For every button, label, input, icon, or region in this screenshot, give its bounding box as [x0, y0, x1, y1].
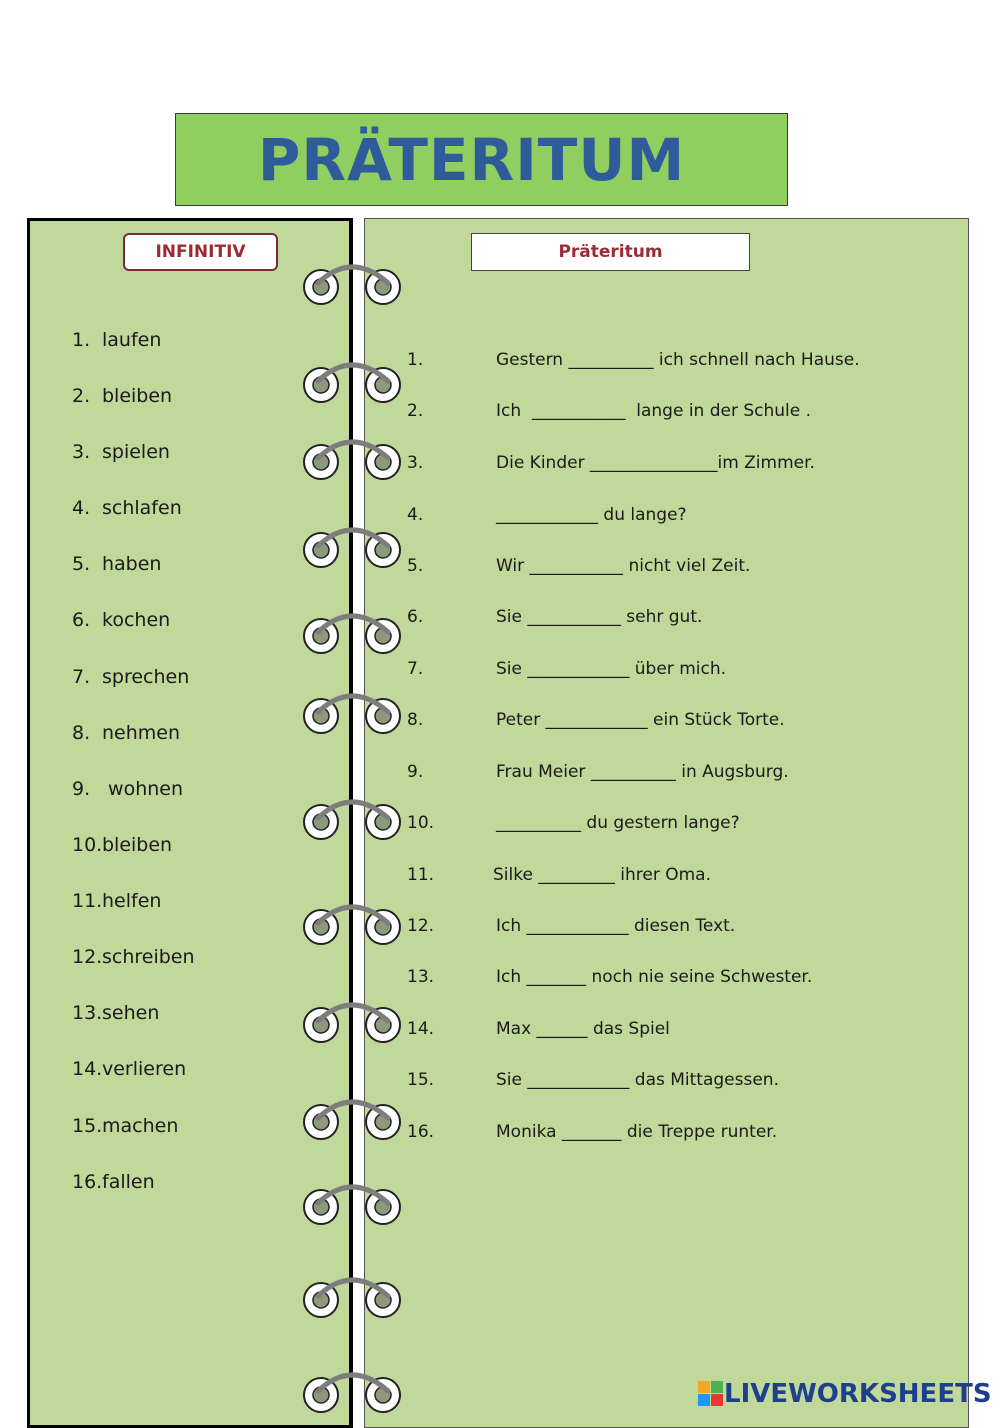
binding-ring: [304, 1187, 400, 1224]
sentence-text: Ich ____________ diesen Text.: [496, 916, 736, 936]
sentence-number: 14.: [407, 1019, 435, 1039]
sentence-text: Die Kinder _______________im Zimmer.: [496, 453, 815, 473]
verb-word: bleiben: [102, 834, 173, 856]
sentence-text: Ich ___________ lange in der Schule .: [496, 401, 812, 421]
verb-number: 14.: [72, 1058, 103, 1080]
sentence-number: 1.: [407, 350, 424, 370]
sentence-number: 8.: [407, 710, 424, 730]
binding-ring: [304, 365, 400, 402]
prateritum-header: Präteritum: [471, 233, 750, 271]
binding-ring: [304, 907, 400, 944]
verb-number: 15.: [72, 1115, 103, 1137]
verb-word: bleiben: [102, 385, 173, 407]
verb-number: 1.: [72, 329, 91, 351]
verb-word: haben: [102, 553, 162, 575]
verb-number: 6.: [72, 609, 91, 631]
verb-word: sprechen: [102, 666, 190, 688]
sentence-number: 2.: [407, 401, 424, 421]
verb-number: 7.: [72, 666, 91, 688]
verb-word: schreiben: [102, 946, 195, 968]
verb-number: 3.: [72, 441, 91, 463]
sentence-number: 11.: [407, 865, 435, 885]
sentence-number: 9.: [407, 762, 424, 782]
binding-ring: [304, 530, 400, 567]
verb-word: nehmen: [102, 722, 181, 744]
verb-word: wohnen: [102, 778, 184, 800]
sentence-number: 7.: [407, 659, 424, 679]
binding-ring: [304, 616, 400, 653]
sentence-text: Wir ___________ nicht viel Zeit.: [496, 556, 751, 576]
binding-ring: [304, 802, 400, 839]
binding-ring: [304, 1375, 400, 1412]
binding-ring: [304, 696, 400, 733]
sentence-number: 16.: [407, 1122, 435, 1142]
verb-number: 8.: [72, 722, 91, 744]
verb-number: 5.: [72, 553, 91, 575]
sentence-text: __________ du gestern lange?: [496, 813, 740, 833]
sentence-number: 5.: [407, 556, 424, 576]
sentence-text: Sie ___________ sehr gut.: [496, 607, 703, 627]
page-title: PRÄTERITUM: [257, 125, 686, 194]
verb-word: sehen: [102, 1002, 160, 1024]
binding-ring: [304, 1102, 400, 1139]
sentence-number: 13.: [407, 967, 435, 987]
verb-number: 9.: [72, 778, 91, 800]
sentence-number: 12.: [407, 916, 435, 936]
sentence-text: Frau Meier __________ in Augsburg.: [496, 762, 789, 782]
verb-number: 4.: [72, 497, 91, 519]
sentence-number: 3.: [407, 453, 424, 473]
sentence-text: Sie ____________ das Mittagessen.: [496, 1070, 779, 1090]
verb-word: fallen: [102, 1171, 155, 1193]
sentence-number: 4.: [407, 505, 424, 525]
binding-ring: [304, 1005, 400, 1042]
logo-icon: [698, 1381, 724, 1407]
verb-number: 10.: [72, 834, 103, 856]
sentence-text: Max ______ das Spiel: [496, 1019, 670, 1039]
verb-number: 16.: [72, 1171, 103, 1193]
sentence-number: 10.: [407, 813, 435, 833]
verb-number: 2.: [72, 385, 91, 407]
sentence-text: Sie ____________ über mich.: [496, 659, 727, 679]
sentence-text: ____________ du lange?: [496, 505, 687, 525]
verb-word: laufen: [102, 329, 162, 351]
sentence-text: Monika _______ die Treppe runter.: [496, 1122, 778, 1142]
verb-word: machen: [102, 1115, 179, 1137]
logo-text: LIVEWORKSHEETS: [724, 1379, 992, 1409]
sentence-text: Silke _________ ihrer Oma.: [493, 865, 711, 885]
sentence-number: 6.: [407, 607, 424, 627]
binding-ring: [304, 267, 400, 304]
verb-word: verlieren: [102, 1058, 187, 1080]
infinitiv-header: INFINITIV: [123, 233, 278, 271]
binding-ring: [304, 1280, 400, 1317]
verb-word: schlafen: [102, 497, 182, 519]
verb-number: 13.: [72, 1002, 103, 1024]
sentence-text: Gestern __________ ich schnell nach Hause.: [496, 350, 860, 370]
sentence-number: 15.: [407, 1070, 435, 1090]
verb-number: 12.: [72, 946, 103, 968]
verb-word: kochen: [102, 609, 171, 631]
binding-ring: [304, 442, 400, 479]
verb-word: helfen: [102, 890, 162, 912]
verb-number: 11.: [72, 890, 103, 912]
sentence-text: Peter ____________ ein Stück Torte.: [496, 710, 785, 730]
liveworksheets-logo: [698, 1378, 992, 1410]
sentence-text: Ich _______ noch nie seine Schwester.: [496, 967, 813, 987]
verb-word: spielen: [102, 441, 170, 463]
